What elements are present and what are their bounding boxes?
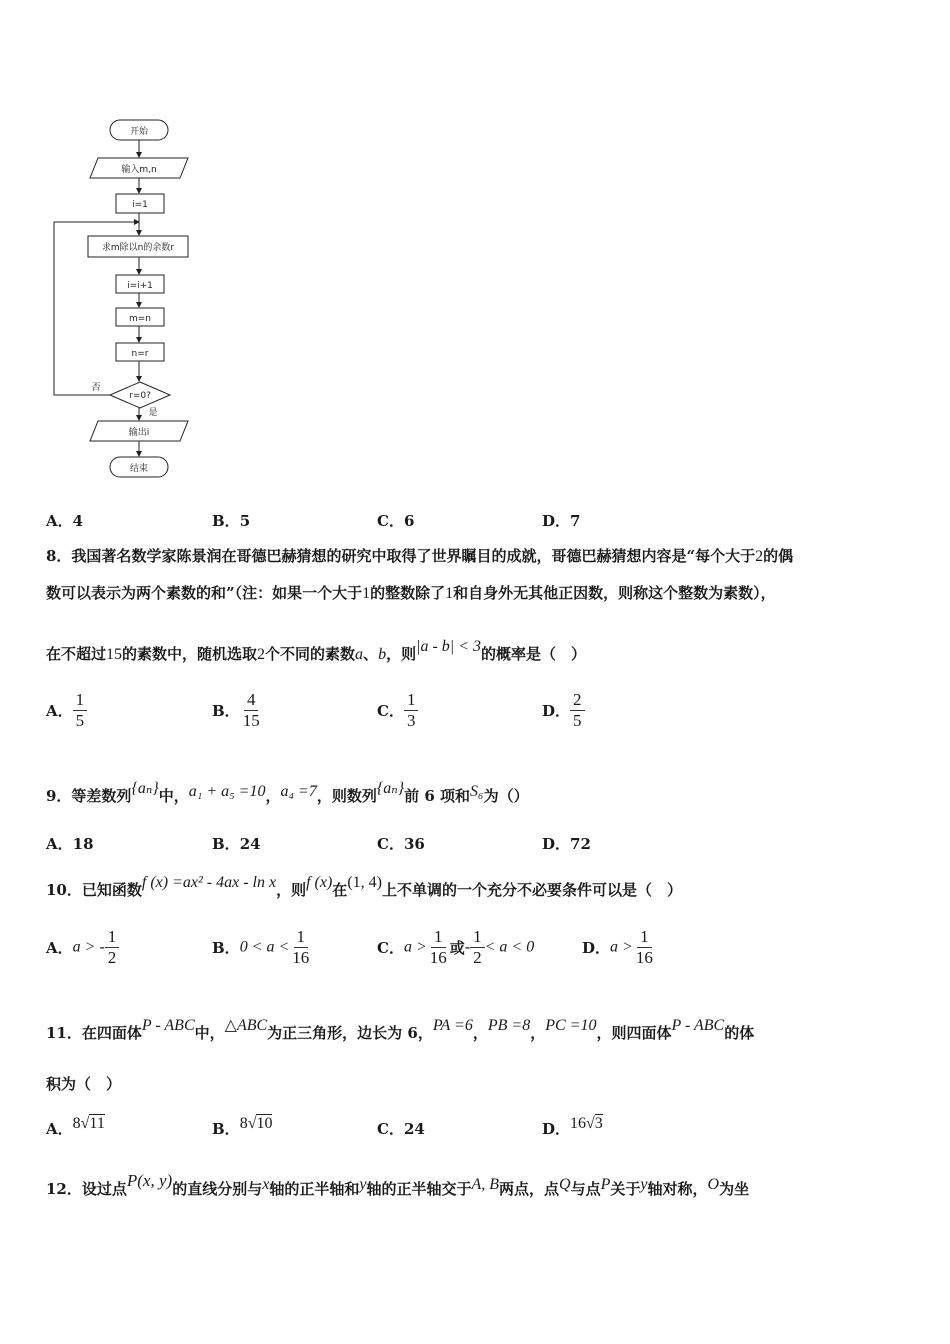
flow-input-text: 输入m,n [121, 165, 157, 175]
q10-stem: 10．已知函数f (x) =ax² - 4ax - ln x，则f (x)在(1, 4)上不单调的一个充分不必要条件可以是（ ） [46, 874, 682, 899]
q12-stem: 12．设过点P(x, y)的直线分别与x轴的正半轴和y轴的正半轴交于A, B两点，点Q与点P关于y轴对称，O为坐 [46, 1171, 750, 1198]
q11-stem: 11．在四面体P - ABC中，△ABC为正三角形，边长为 6，PA =6，PB =8，PC =10，则四面体P - ABC的体 [46, 1017, 755, 1042]
q7-option-c[interactable]: C．6 [377, 512, 415, 530]
flow-output-text: 输出i [128, 428, 150, 438]
q11-stem-line2: 积为（ ） [46, 1075, 122, 1093]
q10-option-b[interactable]: B．0 < a < $\frac{1}{16}$ [212, 927, 310, 967]
flow-end-text: 结束 [129, 464, 149, 474]
q8-line2: 数可以表示为两个素数的和”（注：如果一个大于1的整数除了1和自身外无其他正因数，则称这个整数为素数）， [46, 584, 776, 602]
q10-option-c[interactable]: C．a > $\frac{1}{16}$ 或- $\frac{1}{2}$ < a < 0 [377, 927, 535, 967]
q8-line3: 在不超过15的素数中，随机选取2个不同的素数a、b，则|a - b| < 3的概率是（ ） [46, 638, 587, 663]
q7-option-a[interactable]: A．4 [46, 512, 84, 530]
q8-option-d[interactable]: D． $\frac{2}{5}$ [542, 690, 585, 731]
q11-option-b[interactable]: B．8√10 [212, 1115, 273, 1138]
flow-yes-label: 是 [148, 408, 158, 418]
q11-option-c[interactable]: C．24 [377, 1120, 425, 1138]
q9-stem: 9．等差数列{aₙ}中，a₁ + a₅ =10，a₄ =7，则数列{aₙ}前 6 项和S₆为（） [46, 780, 529, 805]
q10-option-a[interactable]: A．a > - $\frac{1}{2}$ [46, 927, 119, 968]
flowchart [40, 110, 220, 490]
flow-init-text: i=1 [132, 200, 148, 210]
q9-option-a[interactable]: A．18 [46, 835, 94, 853]
flow-start-text: 开始 [129, 127, 149, 137]
flow-increment-text: i=i+1 [127, 281, 153, 291]
q7-option-d[interactable]: D．7 [542, 512, 581, 530]
q9-option-c[interactable]: C．36 [377, 835, 425, 853]
flow-remainder-text: 求m除以n的余数r [101, 243, 175, 253]
q8-option-c[interactable]: C． $\frac{1}{3}$ [377, 690, 418, 731]
q8-line1: 8．我国著名数学家陈景润在哥德巴赫猜想的研究中取得了世界瞩目的成就，哥德巴赫猜想内容是“每个大于2的偶 [46, 547, 794, 565]
flow-decision-text: r=0? [129, 391, 151, 401]
q7-option-b[interactable]: B．5 [212, 512, 251, 530]
q8-option-b[interactable]: B． $\frac{4}{15}$ [212, 690, 260, 730]
q9-option-b[interactable]: B．24 [212, 835, 261, 853]
q10-option-d[interactable]: D．a > $\frac{1}{16}$ [582, 927, 653, 967]
q9-option-d[interactable]: D．72 [542, 835, 591, 853]
flow-assign-n-text: n=r [131, 349, 149, 359]
q8-option-a[interactable]: A． $\frac{1}{5}$ [46, 690, 87, 731]
q11-option-a[interactable]: A．8√11 [46, 1115, 105, 1138]
q11-option-d[interactable]: D．16√3 [542, 1115, 603, 1138]
flow-assign-m-text: m=n [128, 314, 152, 324]
flow-no-label: 否 [91, 383, 101, 393]
